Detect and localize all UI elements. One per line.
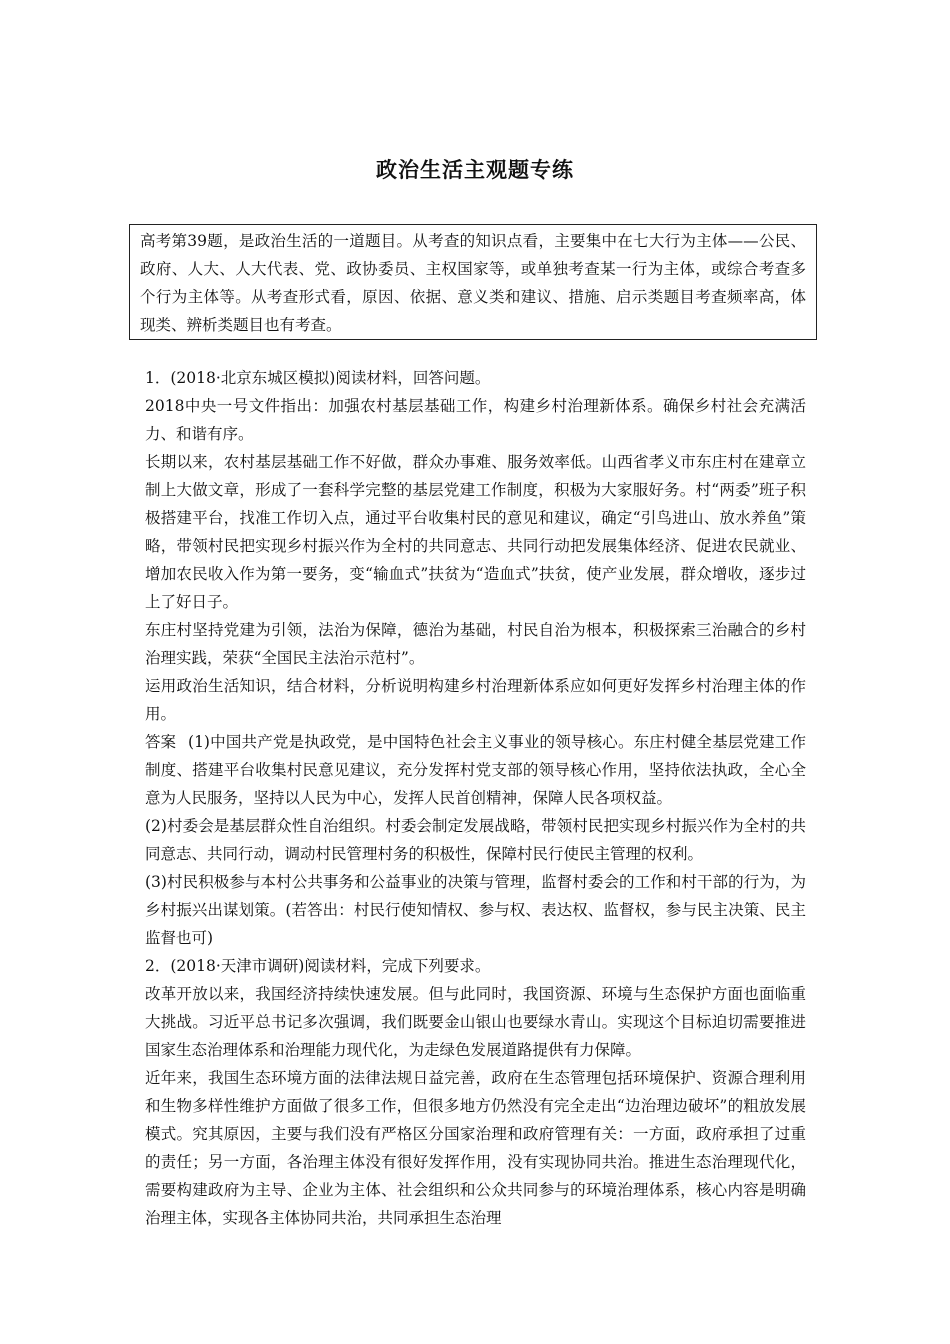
question-1-paragraph-3: 东庄村坚持党建为引领，法治为保障，德治为基础，村民自治为根本，积极探索三治融合的乡村治理实践，荣获“全国民主法治示范村”。 (145, 621, 806, 667)
question-1-answer (145, 728, 806, 812)
question-content (145, 364, 806, 1232)
question-1-paragraph-2: 长期以来，农村基层基础工作不好做，群众办事难、服务效率低。山西省孝义市东庄村在建章立制上大做文章，形成了一套科学完整的基层党建工作制度，积极为大家服好务。村“两委”班子积极搭建平台，找准工作切入点，通过平台收集村民的意见和建议，确定“引鸟进山、放水养鱼”策略，带领村民把实现乡村振兴作为全村的共同意志、共同行动把发展集体经济、促进农民就业、增加农民收入作为第一要务，变“输血式”扶贫为“造血式”扶贫，使产业发展，群众增收，逐步过上了好日子。 (145, 453, 806, 611)
answer-part-2: (2)村委会是基层群众性自治组织。村委会制定发展战略，带领村民把实现乡村振兴作为全村的共同意志、共同行动，调动村民管理村务的积极性，保障村民行使民主管理的权利。 (145, 817, 806, 863)
question-2-header: 2．(2018·天津市调研)阅读材料，完成下列要求。 (145, 957, 491, 975)
question-1-prompt: 运用政治生活知识，结合材料，分析说明构建乡村治理新体系应如何更好发挥乡村治理主体的作用。 (145, 677, 806, 723)
question-2-paragraph-1: 改革开放以来，我国经济持续快速发展。但与此同时，我国资源、环境与生态保护方面也面临重大挑战。习近平总书记多次强调，我们既要金山银山也要绿水青山。实现这个目标迫切需要推进国家生态治理体系和治理能力现代化，为走绿色发展道路提供有力保障。 (145, 985, 806, 1059)
question-1-header: 1．(2018·北京东城区模拟)阅读材料，回答问题。 (145, 369, 491, 387)
answer-part-1: (1)中国共产党是执政党，是中国特色社会主义事业的领导核心。东庄村健全基层党建工作制度、搭建平台收集村民意见建议，充分发挥村党支部的领导核心作用，坚持依法执政，全心全意为人民服务，坚持以人民为中心，发挥人民首创精神，保障人民各项权益。 (145, 733, 806, 807)
answer-label: 答案 (145, 733, 177, 751)
intro-box (129, 224, 817, 340)
question-2-paragraph-2: 近年来，我国生态环境方面的法律法规日益完善，政府在生态管理包括环境保护、资源合理利用和生物多样性维护方面做了很多工作，但很多地方仍然没有完全走出“边治理边破坏”的粗放发展模式。究其原因，主要与我们没有严格区分国家治理和政府管理有关：一方面，政府承担了过重的责任；另一方面，各治理主体没有很好发挥作用，没有实现协同共治。推进生态治理现代化，需要构建政府为主导、企业为主体、社会组织和公众共同参与的环境治理体系，核心内容是明确治理主体，实现各主体协同共治，共同承担生态治理 (145, 1069, 806, 1227)
intro-text: 高考第39题，是政治生活的一道题目。从考查的知识点看，主要集中在七大行为主体——公民、政府、人大、人大代表、党、政协委员、主权国家等，或单独考查某一行为主体，或综合考查多个行为主体等。从考查形式看，原因、依据、意义类和建议、措施、启示类题目考查频率高，体现类、辨析类题目也有考查。 (140, 232, 806, 334)
answer-part-3: (3)村民积极参与本村公共事务和公益事业的决策与管理，监督村委会的工作和村干部的行为，为乡村振兴出谋划策。(若答出：村民行使知情权、参与权、表达权、监督权，参与民主决策、民主监督也可) (145, 873, 806, 947)
page-title: 政治生活主观题专练 (376, 158, 574, 182)
question-1-paragraph-1: 2018中央一号文件指出：加强农村基层基础工作，构建乡村治理新体系。确保乡村社会充满活力、和谐有序。 (145, 397, 806, 443)
